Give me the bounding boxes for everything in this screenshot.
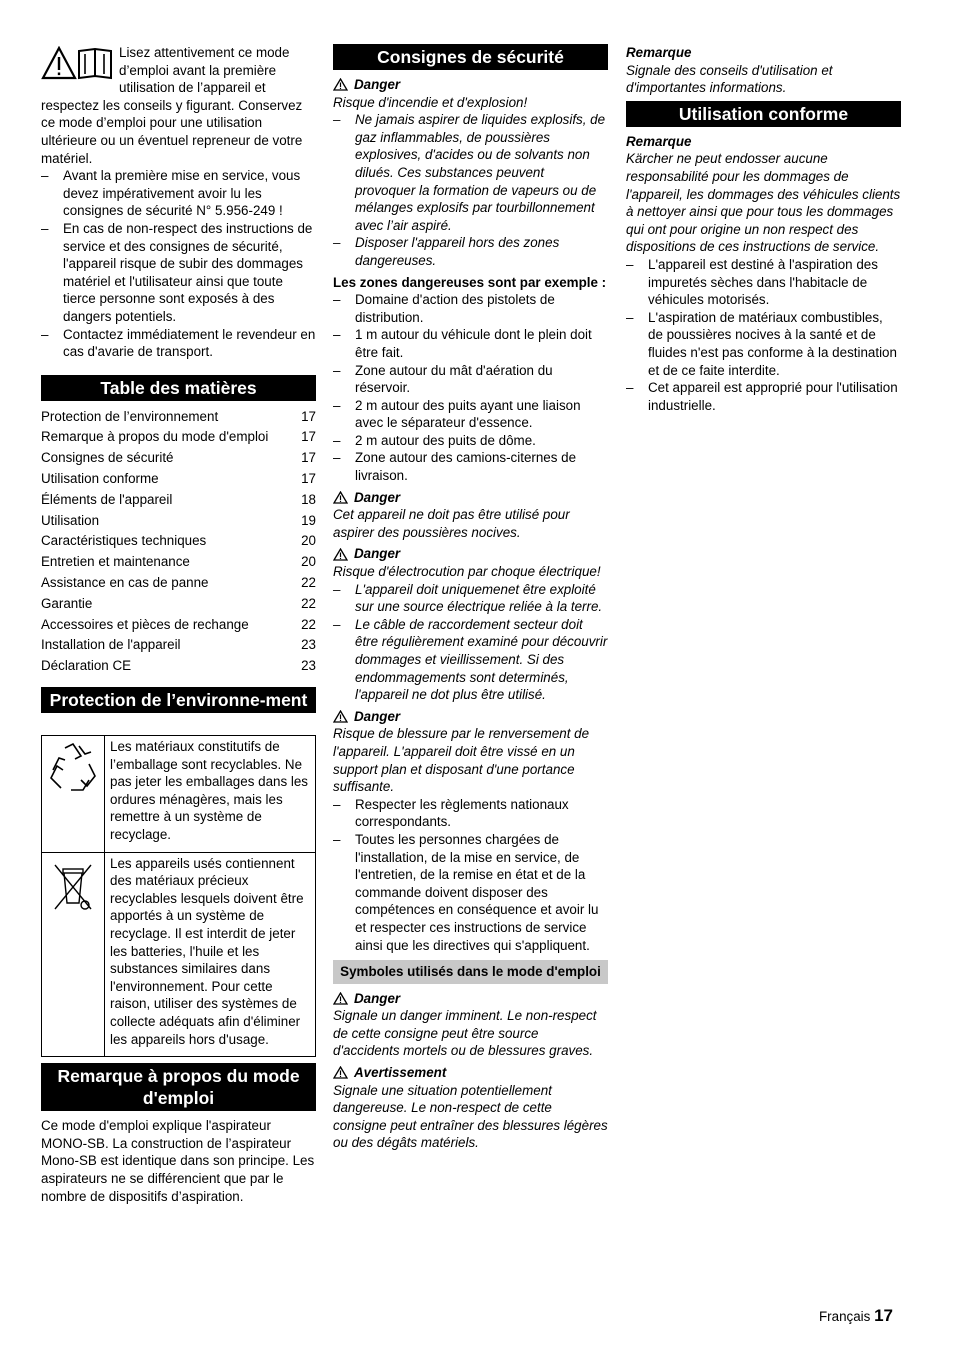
list-item: – Cet appareil est approprié pour l'utilisation industrielle.: [626, 379, 901, 414]
danger-heading: [333, 990, 608, 1008]
list-item: – Zone autour des camions-citernes de livraison.: [333, 449, 608, 484]
environment-table: [41, 735, 316, 1057]
toc-heading: Table des matières: [41, 375, 316, 401]
danger-list: [333, 581, 608, 704]
page-number: 17: [874, 1306, 894, 1325]
toc-label: Caractéristiques techniques: [41, 533, 207, 549]
danger-list: [333, 111, 608, 269]
list-item: – En cas de non-respect des instructions de service et des consignes de sécurité, l'appareil risque de subir des dommages matériel et l'utilisateur ainsi que toute tierce personne sont exposés à des dangers potentiels.: [41, 220, 316, 326]
table-row: [42, 736, 316, 853]
list-item: – Zone autour du mât d'aération du réservoir.: [333, 362, 608, 397]
toc-entry[interactable]: [41, 573, 316, 594]
warning-read-manual-icon: [41, 46, 113, 80]
weee-text: Les appareils usés contiennent des matériaux précieux recyclables lesquels doivent être apportés à un système de recyclage. Il est interdit de jeter les batteries, l'huile et les substances similaires dans l'environnement. Pour cette raison, utiliser des systèmes de collecte adéquats afin d'éliminer les appareils hors d'usage.: [105, 852, 316, 1057]
toc-page: 23: [301, 658, 316, 674]
toc-page: 19: [301, 512, 316, 528]
warning-triangle-icon: [333, 548, 348, 561]
toc-page: 22: [301, 616, 316, 632]
footer-language: Français: [819, 1309, 871, 1324]
danger-heading: [333, 708, 608, 726]
intended-use-note: Kärcher ne peut endosser aucune responsabilité pour les dommages de l'appareil, les dommages des véhicules clients à nettoyer ainsi que pour tous les dommages qui ont pour origine un non respect des dispositions de ces instructions de service.: [626, 151, 901, 255]
intended-use-list: [626, 256, 901, 414]
danger-text: Risque d'incendie et d'explosion!: [333, 94, 528, 110]
toc-page: 17: [301, 471, 316, 487]
column-middle: [333, 44, 608, 1152]
column-left: [41, 44, 316, 1205]
note-label: Remarque: [626, 45, 692, 60]
note-label: Remarque: [626, 133, 692, 149]
recycle-icon: [49, 742, 97, 794]
toc-entry[interactable]: [41, 448, 316, 469]
toc-entry[interactable]: [41, 615, 316, 636]
danger-heading: [333, 545, 608, 563]
toc-label: Installation de l'appareil: [41, 637, 181, 653]
toc-page: 22: [301, 595, 316, 611]
warning-triangle-icon: [333, 491, 348, 504]
warning-triangle-icon: [333, 1066, 348, 1079]
danger-label: Danger: [354, 990, 401, 1006]
intro-list: [41, 167, 316, 361]
toc-page: 17: [301, 450, 316, 466]
danger-heading: [333, 489, 608, 507]
zones-list: [333, 291, 608, 485]
crossed-bin-icon: [49, 859, 97, 915]
toc-label: Éléments de l'appareil: [41, 491, 173, 507]
toc-entry[interactable]: [41, 511, 316, 532]
column-right: [626, 44, 901, 414]
manual-note-heading: Remarque à propos du mode d'emploi: [41, 1063, 316, 1111]
danger-label: Danger: [354, 546, 401, 562]
toc-label: Utilisation conforme: [41, 471, 159, 487]
warning-triangle-icon: [333, 992, 348, 1005]
danger-list: [333, 796, 608, 954]
toc-label: Consignes de sécurité: [41, 450, 174, 466]
toc-page: 20: [301, 554, 316, 570]
toc-label: Déclaration CE: [41, 658, 132, 674]
warning-heading: [333, 1064, 608, 1082]
symbols-heading: Symboles utilisés dans le mode d'emploi: [333, 960, 608, 984]
toc-entry[interactable]: [41, 469, 316, 490]
table-row: [42, 852, 316, 1057]
table-of-contents: [41, 407, 316, 677]
toc-label: Remarque à propos du mode d'emploi: [41, 429, 269, 445]
list-item: – Respecter les règlements nationaux correspondants.: [333, 796, 608, 831]
toc-entry[interactable]: [41, 635, 316, 656]
toc-entry[interactable]: [41, 490, 316, 511]
toc-label: Assistance en cas de panne: [41, 575, 209, 591]
danger-text: Cet appareil ne doit pas être utilisé pour aspirer des poussières nocives.: [333, 507, 570, 540]
environment-heading: Protection de l’environne-ment: [41, 687, 316, 713]
intended-use-heading: Utilisation conforme: [626, 101, 901, 127]
danger-label: Danger: [354, 708, 401, 724]
toc-entry[interactable]: [41, 594, 316, 615]
list-item: – 2 m autour des puits ayant une liaison avec le séparateur d'essence.: [333, 397, 608, 432]
zones-title: Les zones dangereuses sont par exemple :: [333, 274, 607, 290]
danger-label: Danger: [354, 489, 401, 505]
warning-label: Avertissement: [354, 1065, 447, 1081]
warning-triangle-icon: [333, 710, 348, 723]
toc-entry[interactable]: [41, 407, 316, 428]
list-item: – Contactez immédiatement le revendeur en cas d'avarie de transport.: [41, 326, 316, 361]
manual-note-text: Ce mode d'emploi explique l'aspirateur MONO-SB. La construction de l’aspirateur Mono-SB est identique dans son principe. Les aspirateurs ne se différencient que par le nombre de dispositifs d’aspiration.: [41, 1118, 315, 1204]
intro-section: [41, 44, 316, 361]
toc-entry[interactable]: [41, 656, 316, 677]
list-item: – Disposer l'appareil hors des zones dangereuses.: [333, 234, 608, 269]
toc-entry[interactable]: [41, 531, 316, 552]
recycle-text: Les matériaux constitutifs de l’emballage sont recyclables. Ne pas jeter les emballages dans les ordures ménagères, mais les remettre à un système de recyclage.: [105, 736, 316, 853]
danger-symbol-text: Signale un danger imminent. Le non-respect de cette consigne peut être source d'accidents mortels ou de blessures graves.: [333, 1008, 597, 1059]
page-footer: [819, 1307, 893, 1326]
note-symbol-text: Signale des conseils d'utilisation et d'importantes informations.: [626, 62, 833, 96]
list-item: – Le câble de raccordement secteur doit être régulièrement examiné pour découvrir dommages et vieillissement. Si des endommagements sont determinés, l'appareil ne dot plus être utilisé.: [333, 616, 608, 704]
list-item: – 1 m autour du véhicule dont le plein doit être fait.: [333, 326, 608, 361]
warning-symbol-text: Signale une situation potentiellement dangereuse. Le non-respect de cette consigne peut entraîner des blessures légères ou des dégâts matériels.: [333, 1082, 608, 1151]
toc-entry[interactable]: [41, 427, 316, 448]
list-item: – Avant la première mise en service, vous devez impérativement avoir lu les consignes de sécurité N° 5.956-249 !: [41, 167, 316, 220]
danger-text: Risque d'électrocution par choque électrique!: [333, 564, 601, 580]
toc-label: Accessoires et pièces de rechange: [41, 616, 249, 632]
toc-page: 17: [301, 429, 316, 445]
toc-label: Garantie: [41, 595, 93, 611]
list-item: – L'appareil doit uniquemenet être exploité sur une source électrique reliée à la terre.: [333, 581, 608, 616]
danger-heading: [333, 76, 608, 94]
danger-label: Danger: [354, 77, 401, 92]
toc-page: 22: [301, 575, 316, 591]
danger-text: Risque de blessure par le renversement de l'appareil. L'appareil doit être vissé en un support plan et disposant d'une portance suffisante.: [333, 726, 590, 795]
list-item: – L'appareil est destiné à l'aspiration des impuretés sèches dans l'habitacle de véhicules motorisés.: [626, 256, 901, 309]
toc-page: 17: [301, 408, 316, 424]
list-item: – 2 m autour des puits de dôme.: [333, 432, 608, 450]
intro-text: Lisez attentivement ce mode d’emploi avant la première utilisation de l’appareil et respectez les conseils y figurant. Conservez ce mode d’emploi pour une utilisation ultérieure ou un éventuel repreneur de votre matériel.: [41, 45, 303, 166]
toc-page: 18: [301, 491, 316, 507]
list-item: – Domaine d'action des pistolets de distribution.: [333, 291, 608, 326]
list-item: – Toutes les personnes chargées de l'installation, de la mise en service, de l'entretien, de la remise en état et de la commande doivent disposer des compétences en conséquence et avoir lu et respecter ces instructions de service ainsi que les directives qui s'appliquent.: [333, 831, 608, 954]
toc-page: 20: [301, 533, 316, 549]
safety-heading: Consignes de sécurité: [333, 44, 608, 70]
list-item: – Ne jamais aspirer de liquides explosifs, de gaz inflammables, de poussières explosives, d'acides ou de solvants non dilués. Ces substances peuvent provoquer la formation de vapeurs ou de mélanges explosifs par tourbillonnement avec l’air aspiré.: [333, 111, 608, 234]
list-item: – L'aspiration de matériaux combustibles, de poussières nocives à la santé et de fluides n'est pas conforme à la destination et de ce faite interdite.: [626, 309, 901, 379]
toc-label: Utilisation: [41, 512, 100, 528]
warning-triangle-icon: [333, 78, 348, 91]
toc-page: 23: [301, 637, 316, 653]
toc-label: Protection de l’environnement: [41, 408, 219, 424]
toc-label: Entretien et maintenance: [41, 554, 190, 570]
toc-entry[interactable]: [41, 552, 316, 573]
